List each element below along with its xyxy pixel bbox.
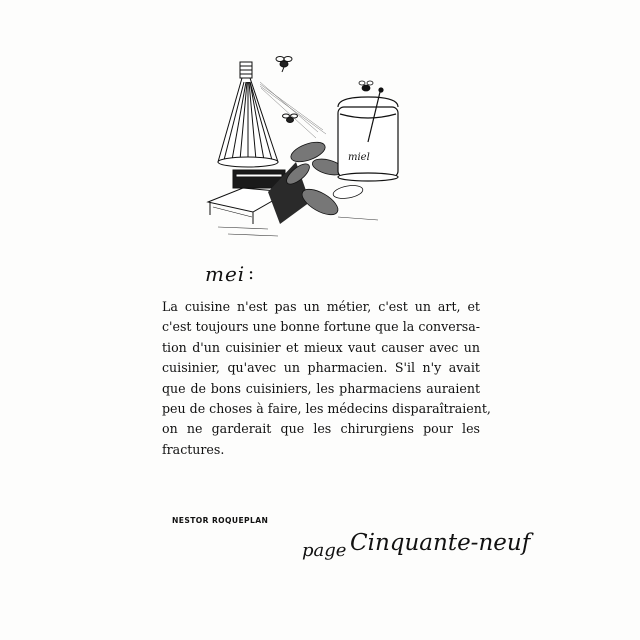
fly-icon [283, 114, 298, 123]
bee-icon [359, 81, 373, 91]
atomizer-bottle [218, 62, 278, 167]
paragraph-line: que de bons cuisiniers, les pharmaciens auraient [162, 380, 480, 396]
kitchen-still-life-illustration [198, 52, 408, 252]
heading-word: mei [205, 262, 246, 286]
spray-mist [260, 82, 326, 138]
honey-jar [338, 88, 398, 181]
fly-icon [276, 57, 292, 73]
paragraph-line: cuisinier, qu'avec un pharmacien. S'il n'y avait [162, 360, 480, 376]
illustration-drawing [198, 52, 408, 252]
page-label: page [302, 540, 347, 561]
paragraph-line: on ne garderait que les chirurgiens pour les [162, 421, 480, 437]
paragraph-line: tion d'un cuisinier et mieux vaut causer avec un [162, 339, 480, 355]
paragraph-line: La cuisine n'est pas un métier, c'est un art, et [162, 299, 480, 314]
jar-label: miel [348, 152, 370, 163]
paragraph-line: peu de choses à faire, les médecins disparaîtraient, [162, 401, 491, 417]
quote-paragraph [162, 297, 491, 460]
author-name: NESTOR ROQUEPLAN [172, 516, 269, 525]
page-number-words: Cinquante-neuf [350, 530, 531, 556]
ground-lines [218, 217, 378, 236]
paragraph-line: fractures. [162, 441, 225, 457]
heading-colon: : [248, 263, 255, 284]
paragraph-line: c'est toujours une bonne fortune que la conversa- [162, 319, 480, 335]
